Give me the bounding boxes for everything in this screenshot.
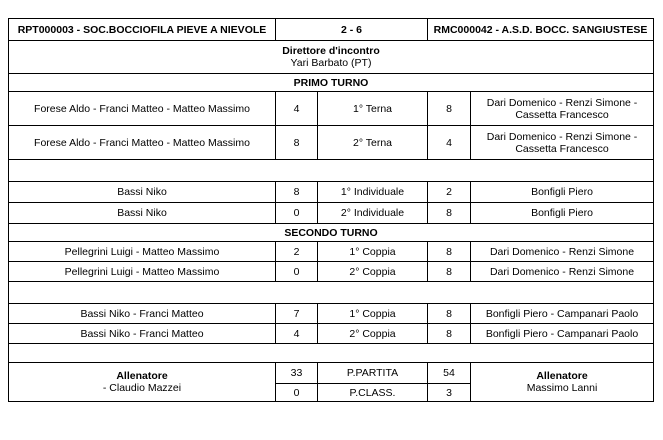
home-score: 8 (276, 182, 318, 203)
director-title: Direttore d'incontro (282, 45, 380, 57)
away-score: 8 (428, 92, 471, 126)
footer-row-partita (9, 363, 654, 384)
away-coach-cell (471, 363, 654, 402)
away-score: 8 (428, 203, 471, 224)
home-players: Bassi Niko (9, 203, 276, 224)
game-type: 2° Coppia (318, 324, 428, 344)
table-row (9, 304, 654, 324)
home-players: Pellegrini Luigi - Matteo Massimo (9, 262, 276, 282)
spacer-row (9, 344, 654, 363)
home-team-code: RPT000003 - SOC.BOCCIOFILA PIEVE A NIEVOLE (9, 19, 276, 41)
away-partita-points: 54 (428, 363, 471, 384)
home-players: Forese Aldo - Franci Matteo - Matteo Massimo (9, 126, 276, 160)
table-row (9, 203, 654, 224)
away-score: 8 (428, 242, 471, 262)
away-players: Bonfigli Piero (471, 182, 654, 203)
away-players: Dari Domenico - Renzi Simone - Cassetta Francesco (471, 92, 654, 126)
table-row (9, 242, 654, 262)
home-class-points: 0 (276, 384, 318, 402)
partita-label: P.PARTITA (318, 363, 428, 384)
spacer-row (9, 160, 654, 182)
table-row (9, 182, 654, 203)
header-row (9, 19, 654, 41)
game-type: 1° Individuale (318, 182, 428, 203)
game-type: 2° Individuale (318, 203, 428, 224)
away-players: Bonfigli Piero - Campanari Paolo (471, 304, 654, 324)
home-score: 4 (276, 324, 318, 344)
secondo-turno-title: SECONDO TURNO (9, 224, 654, 242)
away-score: 2 (428, 182, 471, 203)
away-players: Bonfigli Piero - Campanari Paolo (471, 324, 654, 344)
game-type: 1° Coppia (318, 242, 428, 262)
game-type: 2° Coppia (318, 262, 428, 282)
director-cell (9, 41, 654, 74)
game-type: 1° Coppia (318, 304, 428, 324)
secondo-turno-row (9, 224, 654, 242)
home-players: Pellegrini Luigi - Matteo Massimo (9, 242, 276, 262)
home-score: 8 (276, 126, 318, 160)
home-partita-points: 33 (276, 363, 318, 384)
home-players: Bassi Niko - Franci Matteo (9, 304, 276, 324)
primo-turno-row (9, 74, 654, 92)
game-type: 1° Terna (318, 92, 428, 126)
away-players: Dari Domenico - Renzi Simone (471, 242, 654, 262)
primo-turno-title: PRIMO TURNO (9, 74, 654, 92)
away-score: 4 (428, 126, 471, 160)
away-score: 8 (428, 324, 471, 344)
away-score: 8 (428, 262, 471, 282)
away-players: Bonfigli Piero (471, 203, 654, 224)
class-label: P.CLASS. (318, 384, 428, 402)
away-team-code: RMC000042 - A.S.D. BOCC. SANGIUSTESE (428, 19, 654, 41)
home-coach-name: - Claudio Mazzei (102, 382, 182, 394)
away-players: Dari Domenico - Renzi Simone (471, 262, 654, 282)
table-row (9, 262, 654, 282)
home-score: 0 (276, 262, 318, 282)
home-score: 2 (276, 242, 318, 262)
table-row (9, 92, 654, 126)
home-score: 7 (276, 304, 318, 324)
director-name: Yari Barbato (PT) (290, 57, 372, 69)
away-score: 8 (428, 304, 471, 324)
spacer-row (9, 282, 654, 304)
home-score: 4 (276, 92, 318, 126)
game-type: 2° Terna (318, 126, 428, 160)
away-players: Dari Domenico - Renzi Simone - Cassetta Francesco (471, 126, 654, 160)
home-players: Bassi Niko - Franci Matteo (9, 324, 276, 344)
table-row (9, 324, 654, 344)
home-coach-label: Allenatore (116, 370, 168, 382)
director-row (9, 41, 654, 74)
home-players: Forese Aldo - Franci Matteo - Matteo Massimo (9, 92, 276, 126)
home-coach-cell (9, 363, 276, 402)
away-coach-label: Allenatore (536, 370, 588, 382)
away-class-points: 3 (428, 384, 471, 402)
away-coach-name: Massimo Lanni (526, 382, 598, 394)
match-score: 2 - 6 (276, 19, 428, 41)
home-score: 0 (276, 203, 318, 224)
home-players: Bassi Niko (9, 182, 276, 203)
table-row (9, 126, 654, 160)
match-report-table (8, 18, 654, 402)
